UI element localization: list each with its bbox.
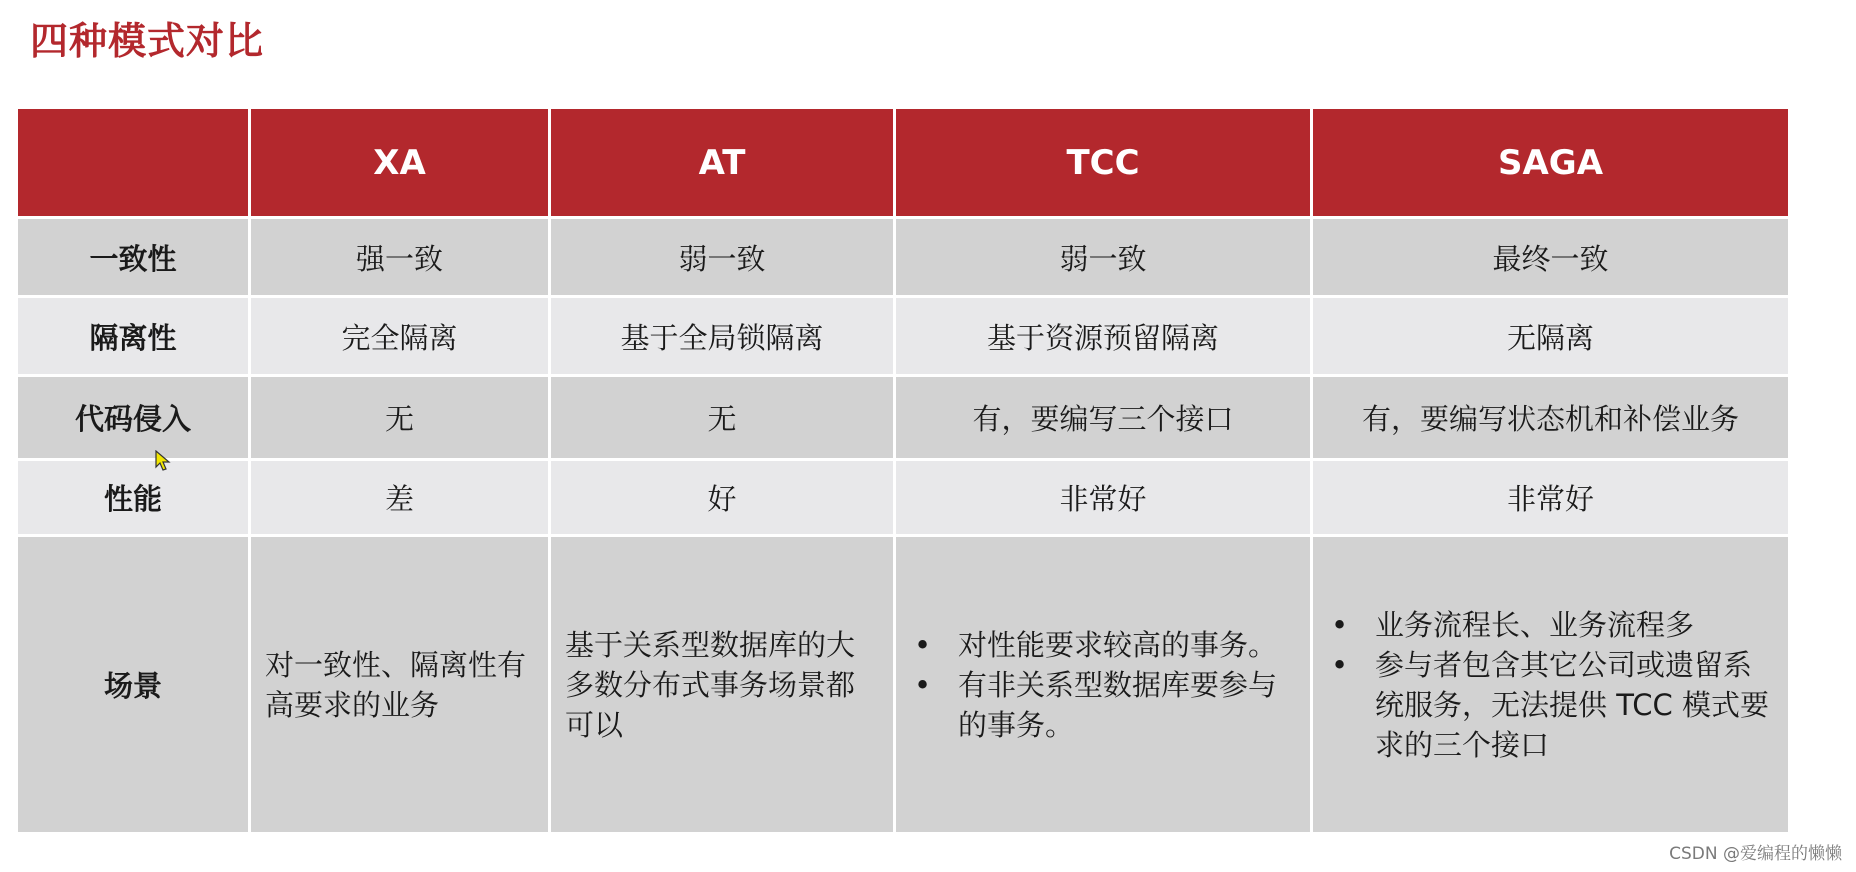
table-row-scenario (17, 536, 1790, 834)
page-title: 四种模式对比 (30, 19, 265, 63)
cell-scenario-saga (1312, 536, 1790, 834)
watermark: CSDN @爱编程的懒懒 (1669, 844, 1842, 864)
table-row-intrusion (17, 376, 1790, 460)
header-at: AT (550, 108, 895, 218)
mouse-pointer-icon (155, 450, 171, 472)
bullet-icon: • (914, 667, 932, 702)
scenario-at-text: 基于关系型数据库的大多数分布式事务场景都可以 (565, 627, 856, 742)
header-corner (17, 108, 250, 218)
scenario-tcc-item-2: 有非关系型数据库要参与的事务。 (958, 667, 1278, 742)
cell-consistency-at: 弱一致 (550, 218, 895, 297)
cell-intrusion-tcc: 有，要编写三个接口 (895, 376, 1312, 460)
row-label-isolation: 隔离性 (17, 297, 250, 376)
cell-consistency-xa: 强一致 (250, 218, 550, 297)
scenario-saga-list (1313, 605, 1788, 765)
header-xa: XA (250, 108, 550, 218)
cell-performance-xa: 差 (250, 460, 550, 536)
row-label-consistency: 一致性 (17, 218, 250, 297)
list-item (1327, 645, 1778, 765)
list-item (910, 665, 1300, 745)
table-header-row (17, 108, 1790, 218)
bullet-icon: • (1331, 607, 1349, 642)
row-label-scenario: 场景 (17, 536, 250, 834)
bullet-icon: • (1331, 647, 1349, 682)
cell-consistency-tcc: 弱一致 (895, 218, 1312, 297)
cell-scenario-tcc (895, 536, 1312, 834)
header-saga: SAGA (1312, 108, 1790, 218)
cell-scenario-at (550, 536, 895, 834)
table-row-isolation (17, 297, 1790, 376)
scenario-tcc-item-1: 对性能要求较高的事务。 (958, 627, 1278, 662)
cell-performance-saga: 非常好 (1312, 460, 1790, 536)
cell-isolation-at: 基于全局锁隔离 (550, 297, 895, 376)
scenario-saga-item-1: 业务流程长、业务流程多 (1375, 607, 1695, 642)
cell-intrusion-xa: 无 (250, 376, 550, 460)
row-label-performance: 性能 (17, 460, 250, 536)
cell-performance-at: 好 (550, 460, 895, 536)
list-item (1327, 605, 1778, 645)
header-tcc: TCC (895, 108, 1312, 218)
comparison-table (15, 106, 1791, 835)
table-row-performance (17, 460, 1790, 536)
list-item (910, 625, 1300, 665)
cell-isolation-xa: 完全隔离 (250, 297, 550, 376)
cell-isolation-saga: 无隔离 (1312, 297, 1790, 376)
scenario-xa-text: 对一致性、隔离性有高要求的业务 (265, 647, 527, 722)
scenario-tcc-list (896, 625, 1310, 745)
cell-isolation-tcc: 基于资源预留隔离 (895, 297, 1312, 376)
scenario-saga-item-2: 参与者包含其它公司或遗留系统服务，无法提供 TCC 模式要求的三个接口 (1375, 647, 1769, 762)
cell-scenario-xa (250, 536, 550, 834)
row-label-intrusion: 代码侵入 (17, 376, 250, 460)
bullet-icon: • (914, 627, 932, 662)
cell-intrusion-at: 无 (550, 376, 895, 460)
cell-performance-tcc: 非常好 (895, 460, 1312, 536)
table-row-consistency (17, 218, 1790, 297)
cell-intrusion-saga: 有，要编写状态机和补偿业务 (1312, 376, 1790, 460)
cell-consistency-saga: 最终一致 (1312, 218, 1790, 297)
